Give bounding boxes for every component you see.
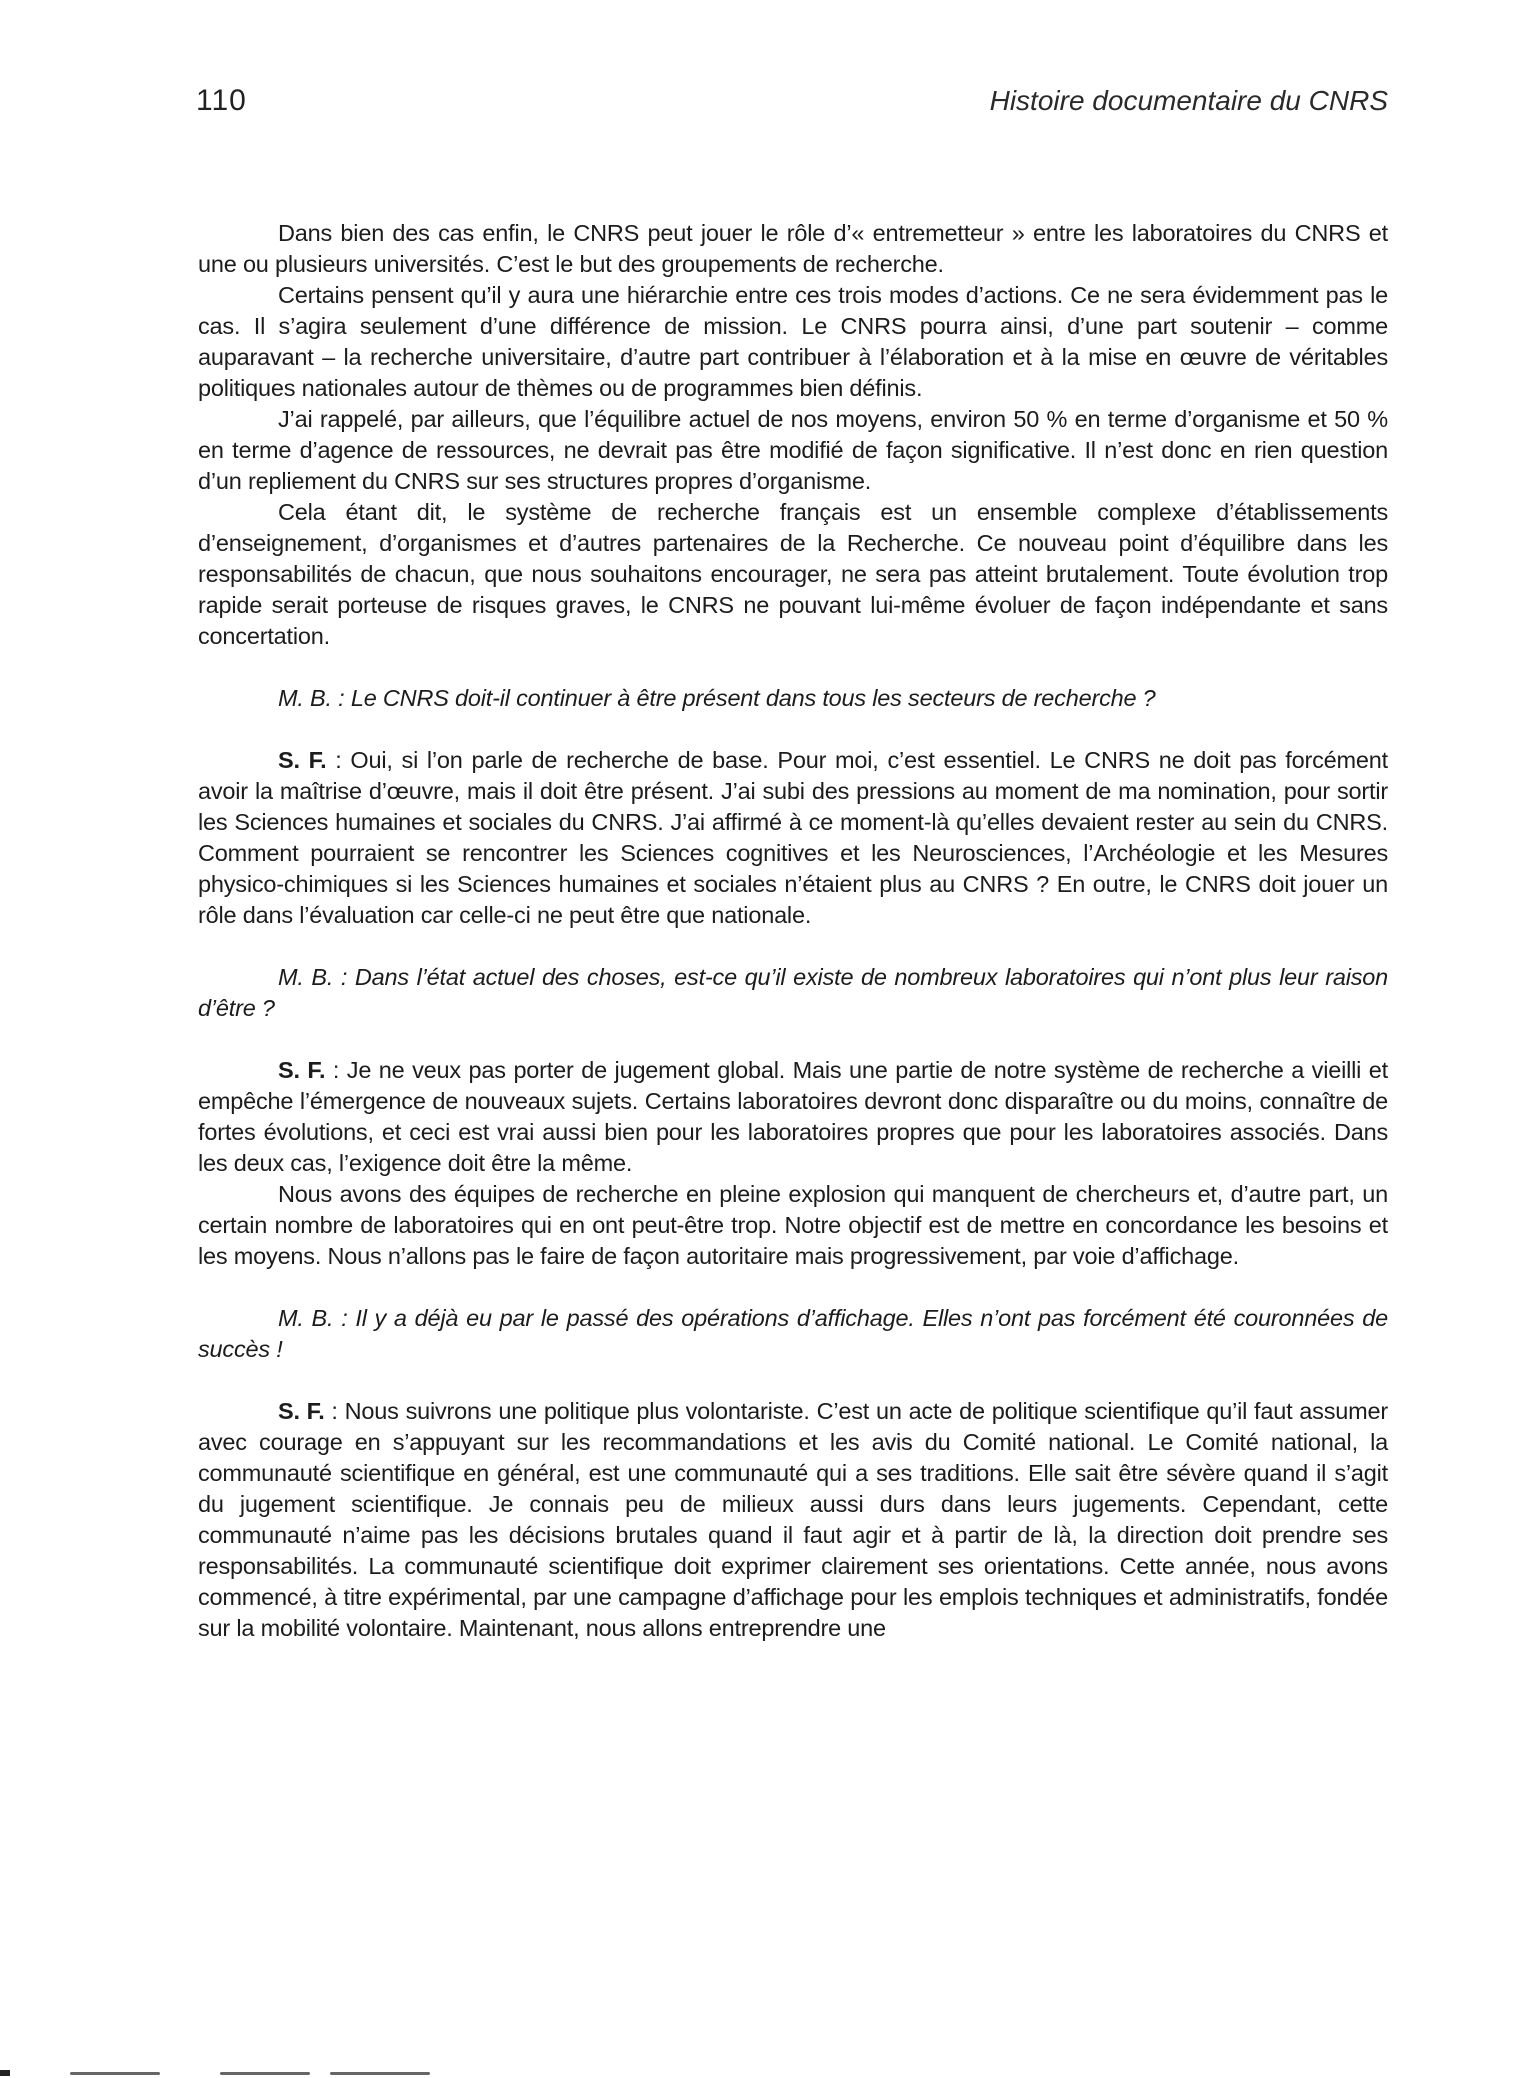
- scan-edge-shadow: [330, 2072, 430, 2075]
- body-text: [198, 218, 1388, 1644]
- paragraph: J’ai rappelé, par ailleurs, que l’équilibre actuel de nos moyens, environ 50 % en terme d’organisme et 50 % en terme d’agence de ressources, ne devrait pas être modifié de façon significative. Il n’est donc en rien question d’un repliement du CNRS sur ses structures propres d’organisme.: [198, 406, 1388, 494]
- question-text: : Il y a déjà eu par le passé des opérations d’affichage. Elles n’ont pas forcément été couronnées de succès !: [198, 1305, 1388, 1362]
- answer-text: : Oui, si l’on parle de recherche de base. Pour moi, c’est essentiel. Le CNRS ne doit pas forcément avoir la maîtrise d’œuvre, mais il doit être présent. J’ai subi des pressions au moment de ma nomination, pour sortir les Sciences humaines et sociales du CNRS. J’ai affirmé à ce moment-là qu’elles devaient rester au sein du CNRS. Comment pourraient se rencontrer les Sciences cognitives et les Neurosciences, l’Archéologie et les Mesures physico-chimiques si les Sciences humaines et sociales n’étaient plus au CNRS ? En outre, le CNRS doit jouer un rôle dans l’évaluation car celle-ci ne peut être que nationale.: [198, 747, 1388, 928]
- running-title: Histoire documentaire du CNRS: [989, 85, 1388, 116]
- speaker-label: S. F.: [278, 1057, 326, 1083]
- interview-answer: [198, 745, 1388, 931]
- paragraph: Nous avons des équipes de recherche en pleine explosion qui manquent de chercheurs et, d’autre part, un certain nombre de laboratoires qui en ont peut-être trop. Notre objectif est de mettre en concordance les besoins et les moyens. Nous n’allons pas le faire de façon autoritaire mais progressivement, par voie d’affichage.: [198, 1181, 1388, 1269]
- scan-edge-shadow: [70, 2072, 160, 2075]
- question-text: : Dans l’état actuel des choses, est-ce qu’il existe de nombreux laboratoires qui n’ont plus leur raison d’être ?: [198, 964, 1389, 1021]
- paragraph: Certains pensent qu’il y aura une hiérarchie entre ces trois modes d’actions. Ce ne sera évidemment pas le cas. Il s’agira seulement d’une différence de mission. Le CNRS pourra ainsi, d’une part soutenir – comme auparavant – la recherche universitaire, d’autre part contribuer à l’élaboration et à la mise en œuvre de véritables politiques nationales autour de thèmes ou de programmes bien définis.: [198, 282, 1388, 401]
- interview-answer: [198, 1396, 1388, 1644]
- interview-question: [198, 1303, 1388, 1365]
- question-text: : Le CNRS doit-il continuer à être présent dans tous les secteurs de recherche ?: [331, 685, 1156, 711]
- speaker-label: S. F.: [278, 1398, 325, 1424]
- answer-text: : Je ne veux pas porter de jugement global. Mais une partie de notre système de recherche a vieilli et empêche l’émergence de nouveaux sujets. Certains laboratoires devront donc disparaître ou du moins, connaître de fortes évolutions, et ceci est vrai aussi bien pour les laboratoires propres que pour les laboratoires associés. Dans les deux cas, l’exigence doit être la même.: [198, 1057, 1388, 1176]
- page-header: [196, 84, 1388, 124]
- speaker-label: M. B.: [278, 685, 332, 711]
- paragraph: Dans bien des cas enfin, le CNRS peut jouer le rôle d’« entremetteur » entre les laboratoires du CNRS et une ou plusieurs universités. C’est le but des groupements de recherche.: [198, 220, 1388, 277]
- speaker-label: M. B.: [278, 964, 334, 990]
- scan-bottom-edge: [0, 2072, 1516, 2076]
- scan-edge-shadow: [220, 2072, 310, 2075]
- interview-answer: [198, 1055, 1388, 1179]
- speaker-label: M. B.: [278, 1305, 334, 1331]
- answer-text: : Nous suivrons une politique plus volontariste. C’est un acte de politique scientifique qu’il faut assumer avec courage en s’appuyant sur les recommandations et les avis du Comité national. Le Comité national, la communauté scientifique en général, est une communauté qui a ses traditions. Elle sait être sévère quand il s’agit du jugement scientifique. Je connais peu de milieux aussi durs dans leurs jugements. Cependant, cette communauté n’aime pas les décisions brutales quand il faut agir et à partir de là, la direction doit prendre ses responsabilités. La communauté scientifique doit exprimer clairement ses orientations. Cette année, nous avons commencé, à titre expérimental, par une campagne d’affichage pour les emplois techniques et administratifs, fondée sur la mobilité volontaire. Maintenant, nous allons entreprendre une: [198, 1398, 1389, 1641]
- page-number: 110: [196, 84, 247, 117]
- paragraph: Cela étant dit, le système de recherche français est un ensemble complexe d’établissements d’enseignement, d’organismes et d’autres partenaires de la Recherche. Ce nouveau point d’équilibre dans les responsabilités de chacun, que nous souhaitons encourager, ne sera pas atteint brutalement. Toute évolution trop rapide serait porteuse de risques graves, le CNRS ne pouvant lui-même évoluer de façon indépendante et sans concertation.: [198, 499, 1388, 649]
- speaker-label: S. F.: [278, 747, 327, 773]
- interview-question: [198, 683, 1388, 714]
- interview-question: [198, 962, 1388, 1024]
